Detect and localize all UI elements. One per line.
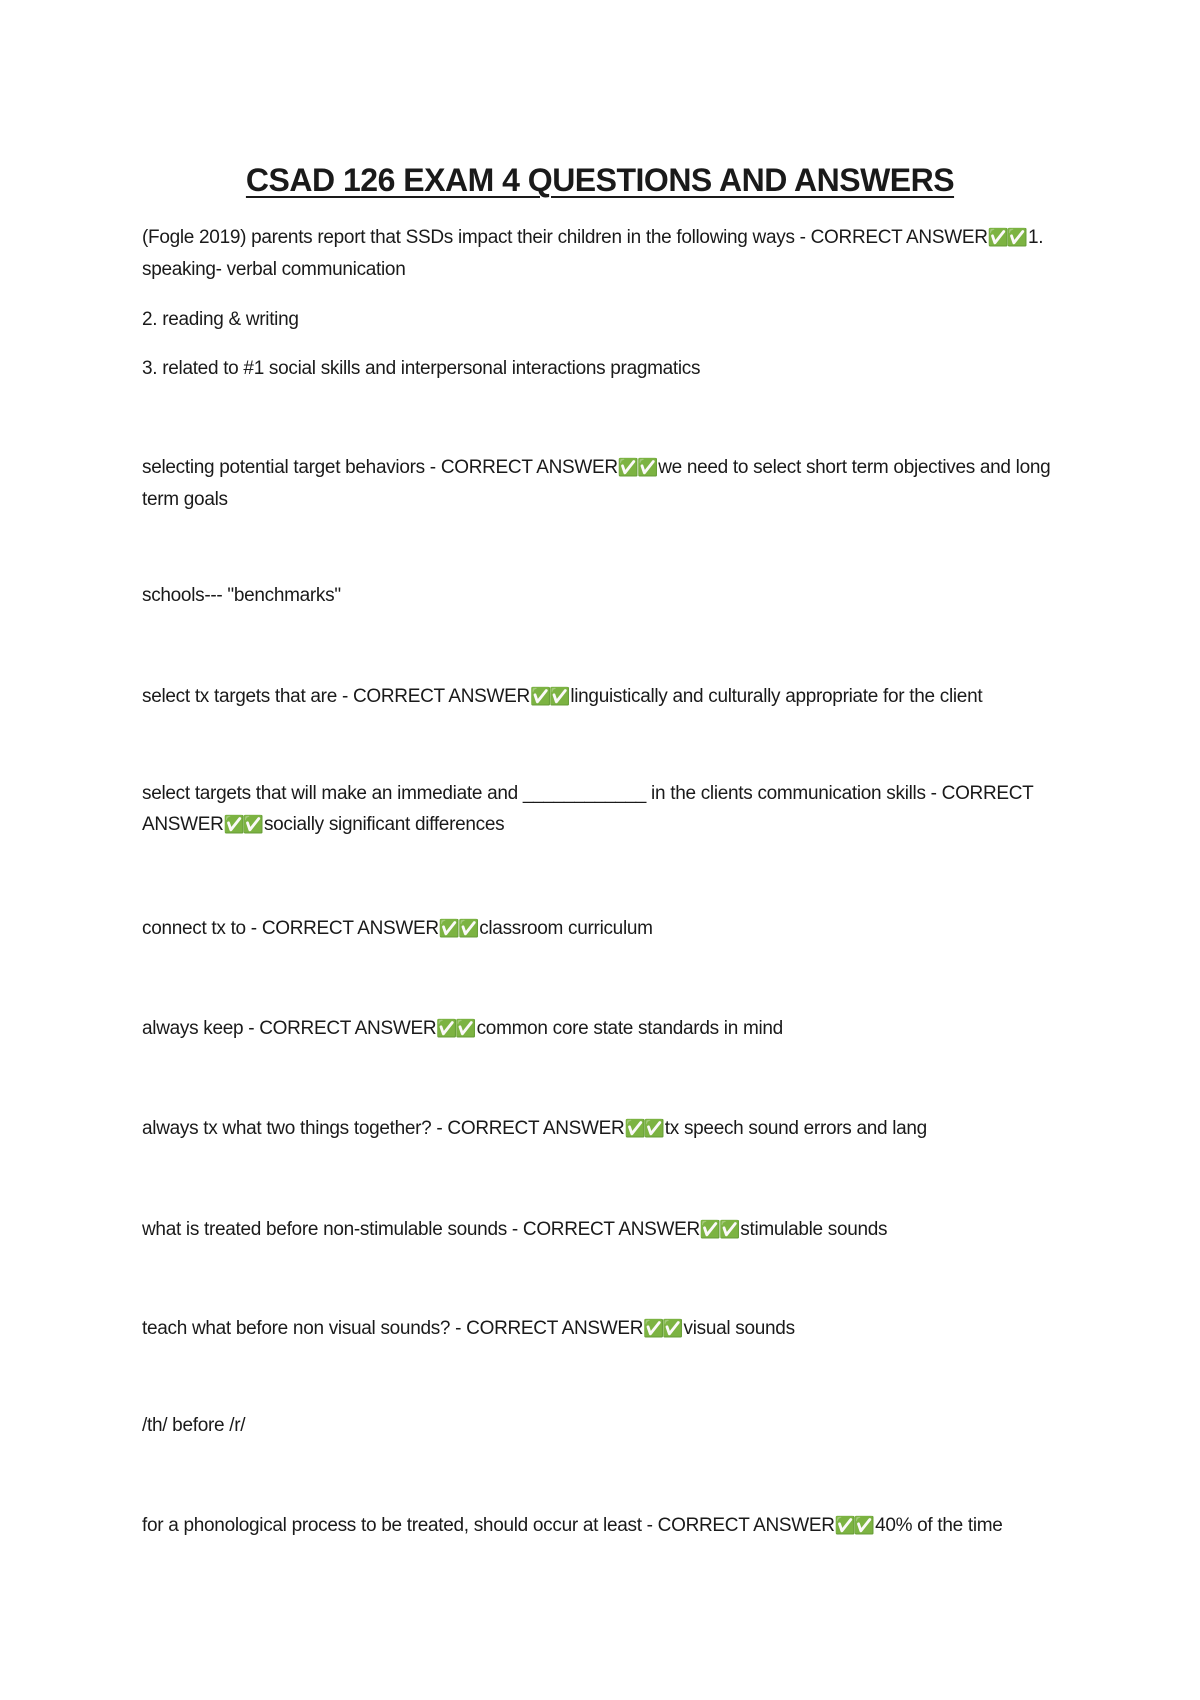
qa-item-immediate-targets xyxy=(142,778,1062,841)
qa-item-connect-tx xyxy=(142,913,1062,945)
answer-text: 40% of the time xyxy=(875,1515,1003,1536)
question-text: selecting potential target behaviors - CORRECT ANSWER xyxy=(142,457,618,478)
question-text: select tx targets that are - CORRECT ANSWER xyxy=(142,686,530,707)
note-th-before-r: /th/ before /r/ xyxy=(142,1415,246,1436)
answer-text: stimulable sounds xyxy=(740,1219,888,1240)
question-text: always keep - CORRECT ANSWER xyxy=(142,1018,437,1039)
question-text: (Fogle 2019) parents report that SSDs impact their children in the following ways - CORRECT ANSWER xyxy=(142,227,988,248)
qa-item-target-behaviors xyxy=(142,452,1062,515)
answer-text: common core state standards in mind xyxy=(476,1018,783,1039)
qa-item-fogle xyxy=(142,222,1062,285)
qa-item-stimulable xyxy=(142,1214,1062,1246)
qa-item-two-things xyxy=(142,1113,1062,1145)
double-check-icon: ✅✅ xyxy=(617,458,657,478)
question-text: select targets that will make an immediate and ____________ in the clients communication skills - CORRECT ANSWER xyxy=(142,783,1038,835)
list-item-social-skills: 3. related to #1 social skills and interpersonal interactions pragmatics xyxy=(142,358,701,379)
double-check-icon: ✅✅ xyxy=(624,1119,663,1139)
qa-item-phonological-process xyxy=(142,1510,1062,1542)
document-title: CSAD 126 EXAM 4 QUESTIONS AND ANSWERS xyxy=(245,162,955,198)
qa-item-always-keep xyxy=(142,1013,1062,1045)
list-item-reading-writing: 2. reading & writing xyxy=(142,309,299,330)
answer-text: linguistically and culturally appropriate for the client xyxy=(570,686,983,707)
double-check-icon: ✅✅ xyxy=(699,1220,739,1240)
qa-item-tx-targets xyxy=(142,681,1062,713)
qa-item-visual-sounds xyxy=(142,1313,1062,1345)
question-text: for a phonological process to be treated, should occur at least - CORRECT ANSWER xyxy=(142,1515,835,1536)
double-check-icon: ✅✅ xyxy=(987,228,1026,248)
question-text: what is treated before non-stimulable sounds - CORRECT ANSWER xyxy=(142,1219,700,1240)
question-text: connect tx to - CORRECT ANSWER xyxy=(142,918,439,939)
double-check-icon: ✅✅ xyxy=(223,815,262,835)
question-text: teach what before non visual sounds? - CORRECT ANSWER xyxy=(142,1318,644,1339)
answer-text: classroom curriculum xyxy=(479,918,653,939)
note-benchmarks: schools--- "benchmarks" xyxy=(142,585,341,606)
double-check-icon: ✅✅ xyxy=(834,1516,874,1536)
answer-text: tx speech sound errors and lang xyxy=(664,1118,927,1139)
double-check-icon: ✅✅ xyxy=(529,687,569,707)
answer-text: we need to select short term objectives and long term goals xyxy=(142,457,1056,510)
double-check-icon: ✅✅ xyxy=(436,1019,475,1039)
answer-text: socially significant differences xyxy=(263,814,505,835)
double-check-icon: ✅✅ xyxy=(438,919,478,939)
answer-text: visual sounds xyxy=(683,1318,795,1339)
answer-text: 1. speaking- verbal communication xyxy=(142,227,1049,280)
question-text: always tx what two things together? - CORRECT ANSWER xyxy=(142,1118,625,1139)
double-check-icon: ✅✅ xyxy=(643,1319,682,1339)
